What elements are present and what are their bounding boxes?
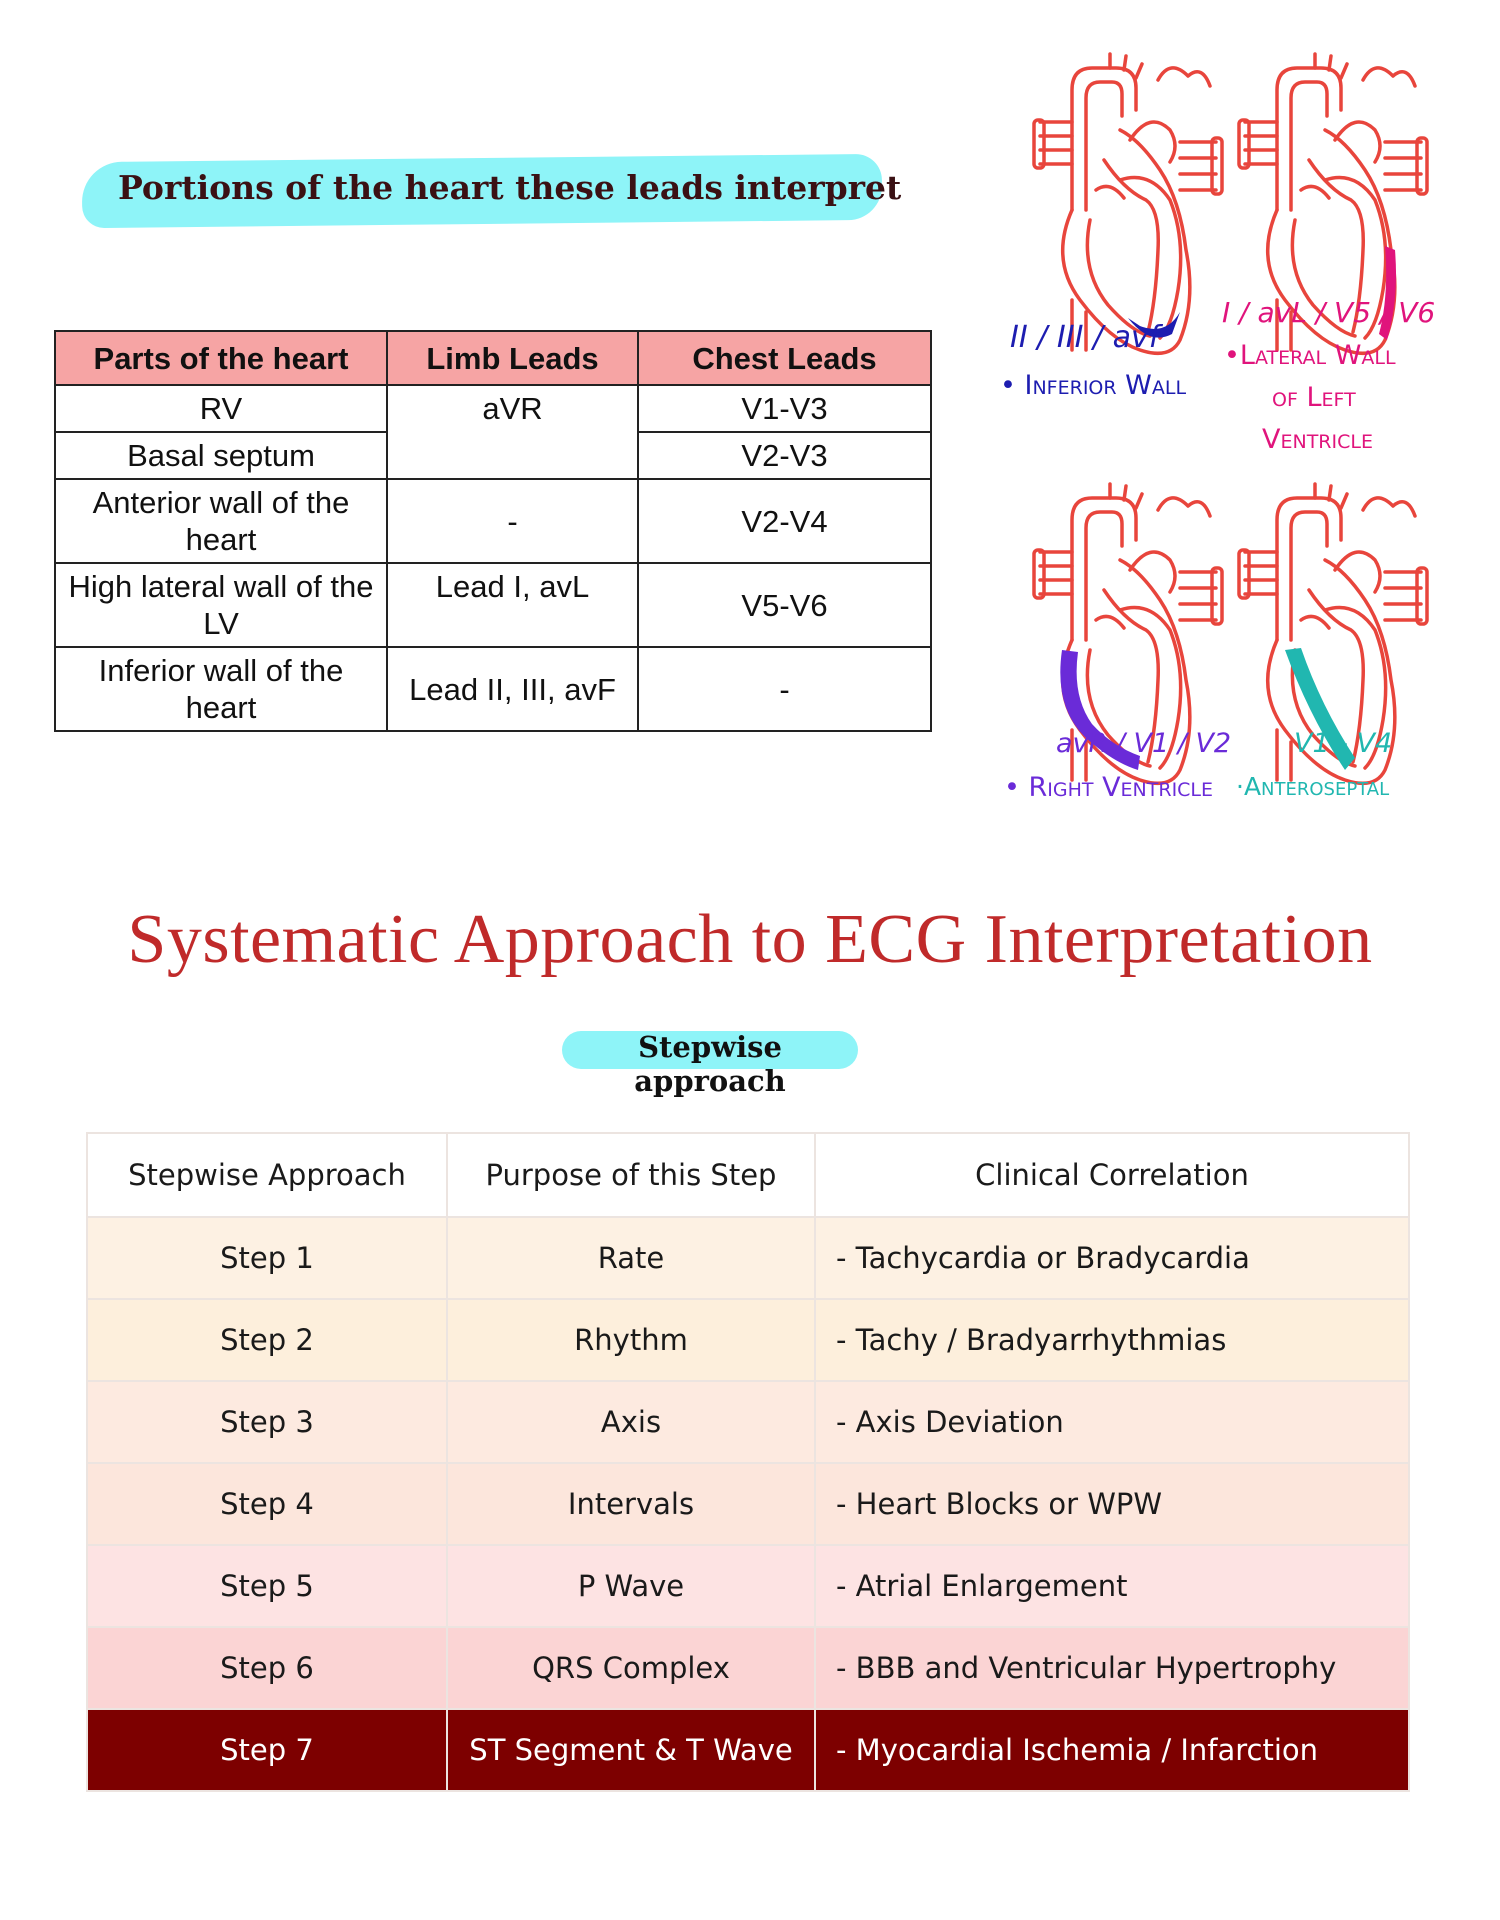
header-chest: Chest Leads [638,331,931,385]
table-row [87,1709,1409,1791]
purpose-cell: QRS Complex [447,1627,815,1709]
steps-table-header [87,1133,1409,1217]
cell-chest: V2-V4 [638,479,931,563]
correlation-cell: - Heart Blocks or WPW [815,1463,1409,1545]
inferior-region-label: • Inferior Wall [1000,370,1187,401]
step-cell: Step 7 [87,1709,447,1791]
correlation-cell: - Axis Deviation [815,1381,1409,1463]
table-row [55,385,931,432]
table-row [55,479,931,563]
step-cell: Step 6 [87,1627,447,1709]
header-parts: Parts of the heart [55,331,387,385]
table-row [87,1381,1409,1463]
header-correlation: Clinical Correlation [815,1133,1409,1217]
cell-chest: V1-V3 [638,385,931,432]
right-region-label: • Right Ventricle [1004,772,1214,803]
purpose-cell: Rate [447,1217,815,1299]
correlation-cell: - BBB and Ventricular Hypertrophy [815,1627,1409,1709]
header-purpose: Purpose of this Step [447,1133,815,1217]
correlation-cell: - Myocardial Ischemia / Infarction [815,1709,1409,1791]
lateral-leads-label: I / avL / V5 / V6 [1222,296,1436,329]
lateral-region-label-2: of Left [1272,382,1356,413]
table-row [87,1627,1409,1709]
cell-limb: Lead I, avL [387,563,638,647]
cell-chest: V5-V6 [638,563,931,647]
cell-chest: - [638,647,931,731]
purpose-cell: ST Segment & T Wave [447,1709,815,1791]
cell-limb: Lead II, III, avF [387,647,638,731]
cell-part: Basal septum [55,432,387,479]
purpose-cell: Axis [447,1381,815,1463]
purpose-cell: Intervals [447,1463,815,1545]
steps-table [86,1132,1410,1792]
step-cell: Step 5 [87,1545,447,1627]
page-title: Systematic Approach to ECG Interpretation [127,901,1373,978]
lateral-region-label: •Lateral Wall [1224,340,1396,371]
purpose-cell: Rhythm [447,1299,815,1381]
purpose-cell: P Wave [447,1545,815,1627]
cell-part: Anterior wall of the heart [55,479,387,563]
leads-table [54,330,932,732]
correlation-cell: - Atrial Enlargement [815,1545,1409,1627]
step-cell: Step 2 [87,1299,447,1381]
subtitle: Stepwise approach [634,1030,786,1098]
right-leads-label: avR / V1 / V2 [1056,728,1232,759]
correlation-cell: - Tachycardia or Bradycardia [815,1217,1409,1299]
cell-limb: - [387,479,638,563]
section-heading: Portions of the heart these leads interpret [118,168,902,207]
table-row [87,1463,1409,1545]
cell-part: Inferior wall of the heart [55,647,387,731]
step-cell: Step 4 [87,1463,447,1545]
table-row [55,647,931,731]
cell-part: High lateral wall of the LV [55,563,387,647]
table-row [87,1299,1409,1381]
step-cell: Step 1 [87,1217,447,1299]
anteroseptal-region-label: ·Anteroseptal [1236,772,1390,801]
cell-chest: V2-V3 [638,432,931,479]
step-cell: Step 3 [87,1381,447,1463]
lateral-region-label-3: Ventricle [1262,424,1373,455]
inferior-leads-label: II / III / avf [1010,320,1160,355]
header-step: Stepwise Approach [87,1133,447,1217]
table-row [87,1217,1409,1299]
leads-table-header [55,331,931,385]
cell-limb: aVR [387,385,638,479]
correlation-cell: - Tachy / Bradyarrhythmias [815,1299,1409,1381]
header-limb: Limb Leads [387,331,638,385]
cell-part: RV [55,385,387,432]
table-row [55,563,931,647]
anteroseptal-leads-label: V1 - V4 [1294,728,1393,759]
table-row [87,1545,1409,1627]
